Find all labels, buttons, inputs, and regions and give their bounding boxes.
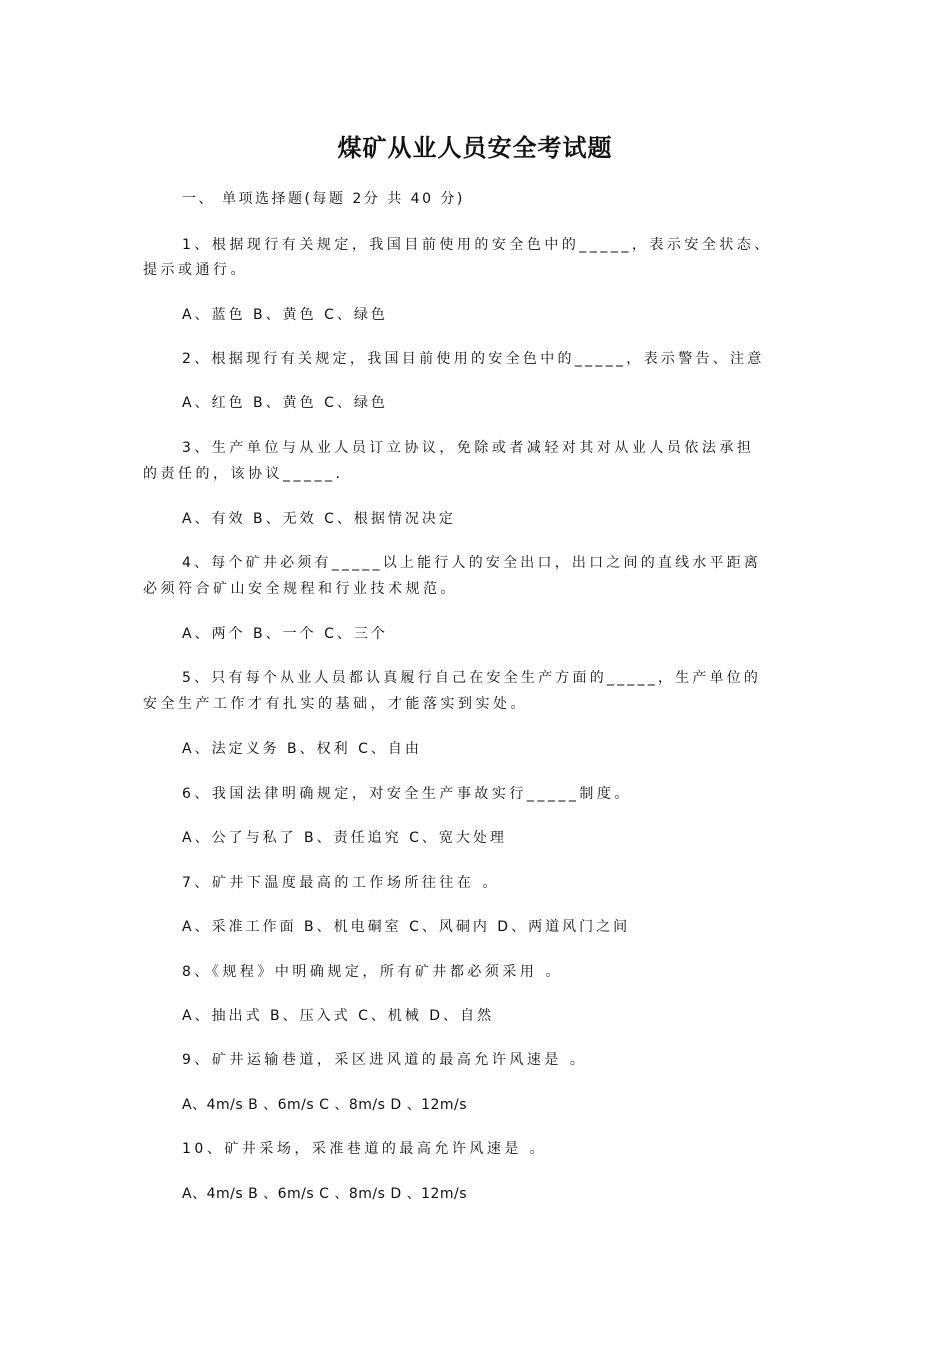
question-5-line-2: 安全生产工作才有扎实的基础，才能落实到实处。	[143, 696, 528, 712]
question-1-line-1: 1、根据现行有关规定，我国目前使用的安全色中的_____，表示安全状态、	[182, 237, 772, 253]
question-10-line-1: 10、矿井采场，采准巷道的最高允许风速是 。	[182, 1141, 548, 1157]
question-1-line-2: 提示或通行。	[143, 262, 248, 278]
question-2-line-1: 2、根据现行有关规定，我国目前使用的安全色中的_____，表示警告、注意	[182, 351, 765, 367]
question-4-line-2: 必须符合矿山安全规程和行业技术规范。	[143, 581, 458, 597]
section-heading: 一、 单项选择题(每题 2分 共 40 分)	[182, 191, 465, 207]
question-9-line-1: 9、矿井运输巷道，采区进风道的最高允许风速是 。	[182, 1052, 588, 1068]
document-title: 煤矿从业人员安全考试题	[337, 134, 613, 162]
question-2-options: A、红色 B、黄色 C、绿色	[182, 395, 388, 411]
question-1-options: A、蓝色 B、黄色 C、绿色	[182, 307, 388, 323]
question-8-line-1: 8、《规程》中明确规定，所有矿井都必须采用 。	[182, 964, 563, 980]
question-4-options: A、两个 B、一个 C、三个	[182, 626, 388, 642]
question-6-options: A、公了与私了 B、责任追究 C、宽大处理	[182, 830, 507, 846]
question-3-line-1: 3、生产单位与从业人员订立协议，免除或者减轻对其对从业人员依法承担	[182, 440, 755, 456]
question-3-options: A、有效 B、无效 C、根据情况决定	[182, 511, 456, 527]
question-10-options: A、4m/s B 、6m/s C 、8m/s D 、12m/s	[182, 1186, 468, 1202]
question-9-options: A、4m/s B 、6m/s C 、8m/s D 、12m/s	[182, 1097, 468, 1113]
question-5-options: A、法定义务 B、权利 C、自由	[182, 741, 422, 757]
question-8-options: A、抽出式 B、压入式 C、机械 D、自然	[182, 1008, 495, 1024]
question-7-options: A、采准工作面 B、机电硐室 C、风硐内 D、两道风门之间	[182, 919, 631, 935]
question-5-line-1: 5、只有每个从业人员都认真履行自己在安全生产方面的_____，生产单位的	[182, 670, 762, 686]
question-7-line-1: 7、矿井下温度最高的工作场所往往在 。	[182, 875, 500, 891]
question-3-line-2: 的责任的，该协议_____.	[143, 466, 344, 482]
question-4-line-1: 4、每个矿井必须有_____以上能行人的安全出口，出口之间的直线水平距离	[182, 555, 762, 571]
question-6-line-1: 6、我国法律明确规定，对安全生产事故实行_____制度。	[182, 786, 632, 802]
